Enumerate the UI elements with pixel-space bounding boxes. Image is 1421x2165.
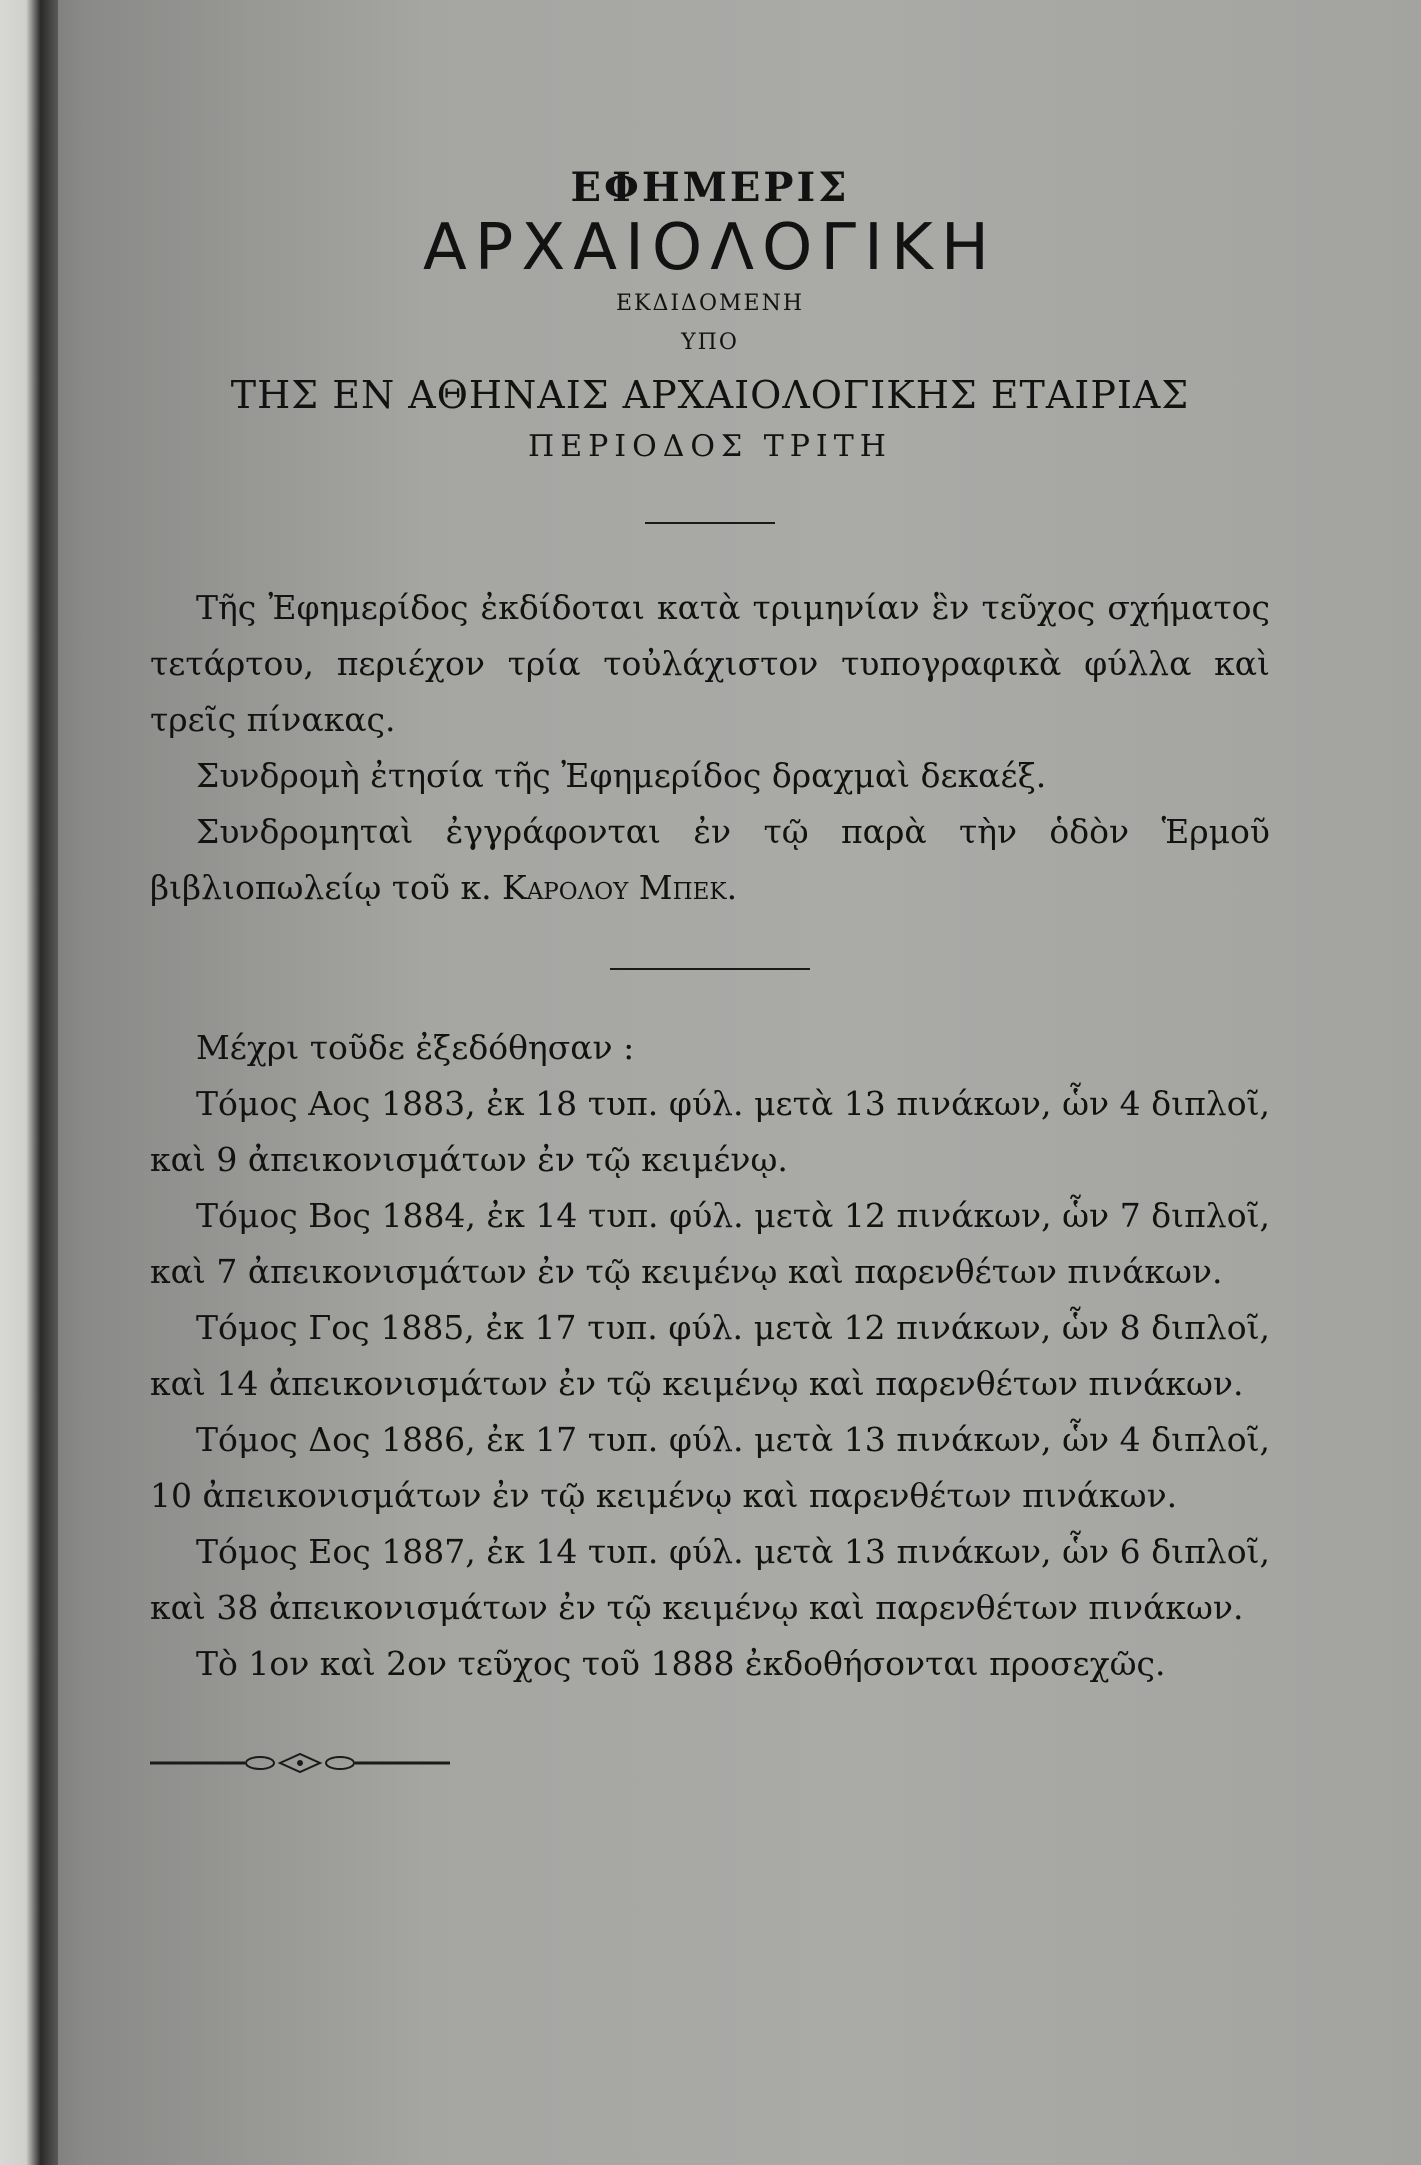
title-main: ΑΡΧΑΙΟΛΟΓΙΚΗ [422, 211, 998, 285]
volume-entry: Τόμος Αος 1883, ἐκ 18 τυπ. φύλ. μετὰ 13 πινάκων, ὧν 4 διπλοῖ, καὶ 9 ἀπεικονισμάτων ἐν τῷ κειμένῳ. [150, 1084, 1270, 1179]
published-label: ΕΚΔΙΔΟΜΕΝΗ [615, 291, 805, 316]
period-label: ΠΕΡΙΟΔΟΣ ΤΡΙΤΗ [528, 429, 892, 464]
info-paragraph: Τῆς Ἐφημερίδος ἐκδίδοται κατὰ τριμηνίαν ἓν τεῦχος σχήματος τετάρτου, περιέχον τρία τοὐλάχιστον τυπογραφικὰ φύλλα καὶ τρεῖς πίνακας. [150, 588, 1270, 739]
volume-entry: Τόμος Εος 1887, ἐκ 14 τυπ. φύλ. μετὰ 13 πινάκων, ὧν 6 διπλοῖ, καὶ 38 ἀπεικονισμάτων ἐν τῷ κειμένῳ καὶ παρενθέτων πινάκων. [150, 1532, 1270, 1627]
ornament-divider-icon [150, 1748, 450, 1778]
bookseller-name: Καρολου Μπεκ. [502, 868, 738, 907]
divider-rule [610, 968, 810, 970]
subscription-info [150, 580, 1270, 916]
volumes-list [150, 1020, 1270, 1692]
info-text: Συνδρομηταὶ ἐγγράφονται ἐν τῷ παρὰ τὴν ὁδὸν Ἑρμοῦ βιβλιοπωλείῳ τοῦ κ. [150, 812, 1270, 907]
closing-note: Τὸ 1ον καὶ 2ον τεῦχος τοῦ 1888 ἐκδοθήσονται προσεχῶς. [196, 1644, 1166, 1683]
society-name: ΤΗΣ ΕΝ ΑΘΗΝΑΙΣ ΑΡΧΑΙΟΛΟΓΙΚΗΣ ΕΤΑΙΡΙΑΣ [230, 373, 1190, 417]
divider-rule [645, 522, 775, 524]
volumes-intro: Μέχρι τοῦδε ἐξεδόθησαν : [196, 1028, 635, 1067]
volume-entry: Τόμος Βος 1884, ἐκ 14 τυπ. φύλ. μετὰ 12 πινάκων, ὧν 7 διπλοῖ, καὶ 7 ἀπεικονισμάτων ἐν τῷ κειμένῳ καὶ παρενθέτων πινάκων. [150, 1196, 1270, 1291]
title-top: ΕΦΗΜΕΡΙΣ [570, 164, 850, 211]
info-paragraph: Συνδρομὴ ἐτησία τῆς Ἐφημερίδος δραχμαὶ δεκαέξ. [196, 756, 1047, 795]
by-label: ΥΠΟ [681, 330, 739, 355]
info-paragraph [150, 804, 1270, 916]
page-content [150, 150, 1270, 1782]
volume-entry: Τόμος Γος 1885, ἐκ 17 τυπ. φύλ. μετὰ 12 πινάκων, ὧν 8 διπλοῖ, καὶ 14 ἀπεικονισμάτων ἐν τῷ κειμένῳ καὶ παρενθέτων πινάκων. [150, 1308, 1270, 1403]
volume-entry: Τόμος Δος 1886, ἐκ 17 τυπ. φύλ. μετὰ 13 πινάκων, ὧν 4 διπλοῖ, 10 ἀπεικονισμάτων ἐν τῷ κειμένῳ καὶ παρενθέτων πινάκων. [150, 1420, 1270, 1515]
book-binding-edge [0, 0, 58, 2165]
